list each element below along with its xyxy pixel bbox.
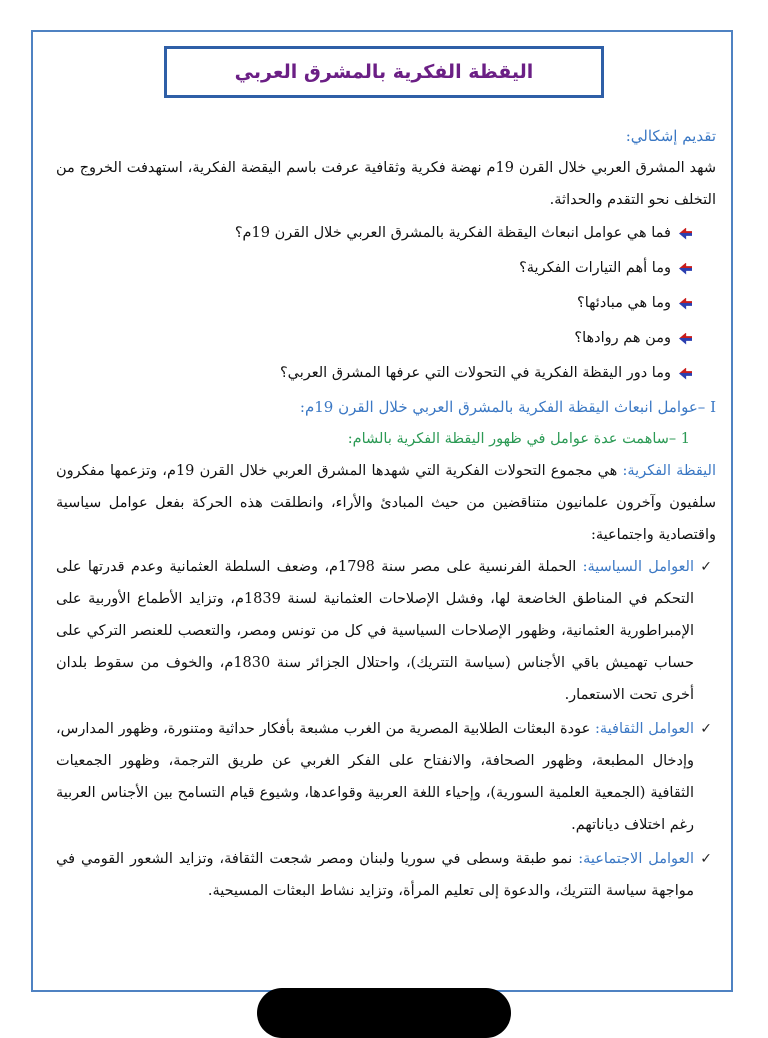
list-item [56,321,692,356]
arrow-bullet-icon [679,228,692,240]
list-item [56,216,692,251]
checkmark-icon: ✓ [700,721,712,737]
question-list [56,216,716,391]
arrow-bullet-icon [679,263,692,275]
list-item [56,713,716,841]
question-text: ومن هم روادها؟ [574,330,671,346]
list-item [56,843,716,907]
factor-label: العوامل الاجتماعية: [578,851,694,867]
subsection-heading: 1 –ساهمت عدة عوامل في ظهور اليقظة الفكرية بالشام: [347,431,690,447]
title-box [164,46,604,98]
intro-paragraph: شهد المشرق العربي خلال القرن 19م نهضة فكرية وثقافية عرفت باسم اليقضة الفكرية، استهدفت الخروج من التخلف نحو التقدم والحداثة. [56,160,716,208]
intro-heading: تقديم إشكالي: [625,127,716,145]
factor-label: العوامل السياسية: [582,559,695,575]
factor-text: نمو طبقة وسطى في سوريا ولبنان ومصر شجعت الثقافة، وتزايد الشعور القومي في مواجهة سياسة التتريك، والدعوة إلى تعليم المرأة، وتزايد نشاط البعثات المسيحية. [56,851,694,899]
question-text: وما أهم التيارات الفكرية؟ [519,260,671,276]
question-text: وما هي مبادئها؟ [577,295,671,311]
page-title: اليقظة الفكرية بالمشرق العربي [234,61,534,83]
factor-text: الحملة الفرنسية على مصر سنة 1798م، وضعف السلطة العثمانية وعدم قدرتها على التحكم في المناطق الخاضعة لها، وفشل الإصلاحات العثمانية لسنة 1839م، وتزايد الأطماع الأوربية على الإمبراطورية العثمانية، وظهور الإصلاحات السياسية في كل من تونس ومصر، والتعصب للعنصر التركي على حساب تهميش باقي الأجناس (سياسة التتريك)، واحتلال الجزائر سنة 1830م، والخوف من سقوط بلدان أخرى تحت الاستعمار. [56,559,694,703]
checkmark-icon: ✓ [700,559,712,575]
section-heading: I –عوامل انبعاث اليقظة الفكرية بالمشرق العربي خلال القرن 19م: [299,398,716,416]
question-text: فما هي عوامل انبعاث اليقظة الفكرية بالمشرق العربي خلال القرن 19م؟ [234,225,671,241]
list-item [56,286,692,321]
list-item [56,356,692,391]
factors-list [56,551,716,907]
document-content [56,120,716,909]
list-item [56,251,692,286]
question-text: وما دور اليقظة الفكرية في التحولات التي عرفها المشرق العربي؟ [279,365,671,381]
factor-label: العوامل الثقافية: [595,721,694,737]
definition-label: اليقظة الفكرية: [622,463,717,479]
arrow-bullet-icon [679,298,692,310]
definition-paragraph [56,455,716,551]
arrow-bullet-icon [679,368,692,380]
definition-text: هي مجموع التحولات الفكرية التي شهدها المشرق العربي خلال القرن 19م، وتزعمها مفكرون سلفيون وآخرون علمانيون متناقضين من حيث المبادئ والأراء، وانطلقت هذه الحركة بفعل عوامل سياسية واقتصادية واجتماعية: [56,463,716,543]
checkmark-icon: ✓ [700,851,712,867]
home-indicator-bar[interactable] [257,988,511,1038]
arrow-bullet-icon [679,333,692,345]
factor-text: عودة البعثات الطلابية المصرية من الغرب مشبعة بأفكار حداثية ومتنورة، وظهور المدارس، وإدخال المطبعة، وظهور الصحافة، والانفتاح على الفكر الغربي عن طريق الترجمة، وظهور الجمعيات الثقافية (الجمعية العلمية السورية)، وإحياء اللغة العربية وقواعدها، وشيوع قيام التسامح بين الأجناس العربية رغم اختلاف دياناتهم. [56,721,694,833]
list-item [56,551,716,711]
